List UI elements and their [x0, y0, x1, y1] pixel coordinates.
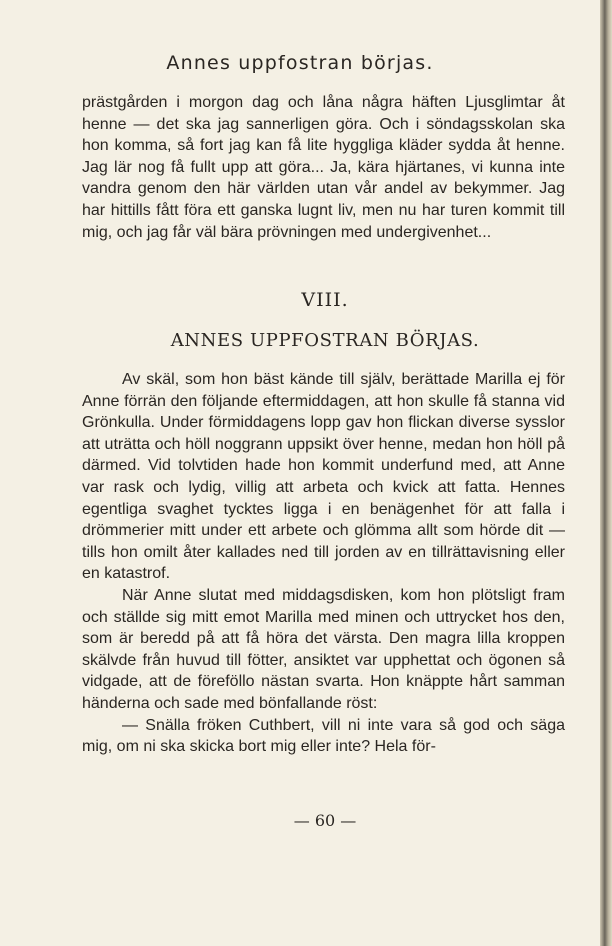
paragraph-3: — Snälla fröken Cuthbert, vill ni inte vara så god och säga mig, om ni ska skicka bort mig eller inte? Hela för- [82, 716, 565, 756]
chapter-body [82, 369, 565, 758]
continued-text-block [82, 92, 565, 243]
paragraph-2: När Anne slutat med middagsdisken, kom hon plötsligt fram och ställde sig mitt emot Marilla med minen och uttrycket hos den, som är beredd på att få höra det värsta. Den magra lilla kroppen skälvde från huvud till fötter, ansiktet var upphettat och ögonen så vidgade, att de föreföllo nästan svarta. Hon knäppte hårt samman händerna och sade med bönfallande röst: [82, 586, 565, 712]
chapter-title: ANNES UPPFOSTRAN BÖRJAS. [170, 330, 480, 351]
chapter-number: VIII. [301, 289, 349, 311]
running-head: Annes uppfostran börjas. [166, 52, 434, 74]
page-edge [600, 0, 612, 946]
page-number: — 60 — [293, 811, 357, 830]
paragraph-1: Av skäl, som hon bäst kände till själv, berättade Marilla ej för Anne förrän den följande eftermiddagen, att hon skulle få stanna vid Grönkulla. Under förmiddagens lopp gav hon flickan diverse sysslor att uträtta och höll noggrann uppsikt över henne, medan hon höll på därmed. Vid tolvtiden hade hon kommit underfund med, att Anne var rask och lydig, villig att arbeta och kvick att fatta. Hennes egentliga svaghet tycktes ligga i en benägenhet för att falla i drömmerier mitt under ett arbete och glömma allt som hörde dit — tills hon omilt åter kallades ned till jorden av en tillrättavisning eller en katastrof. [82, 371, 565, 583]
continued-paragraph: prästgården i morgon dag och låna några häften Ljusglimtar åt henne — det ska jag sannerligen göra. Och i söndagsskolan ska hon komma, så fort jag kan få lite hyggliga kläder sydda åt henne. Jag lär nog få fullt upp att göra... Ja, kära hjärtanes, vi kunna inte vandra genom den här världen utan vår andel av bekymmer. Jag har hittills fått föra ett ganska lugnt liv, men nu har turen kommit till mig, och jag får väl bära prövningen med undergivenhet... [82, 94, 565, 241]
